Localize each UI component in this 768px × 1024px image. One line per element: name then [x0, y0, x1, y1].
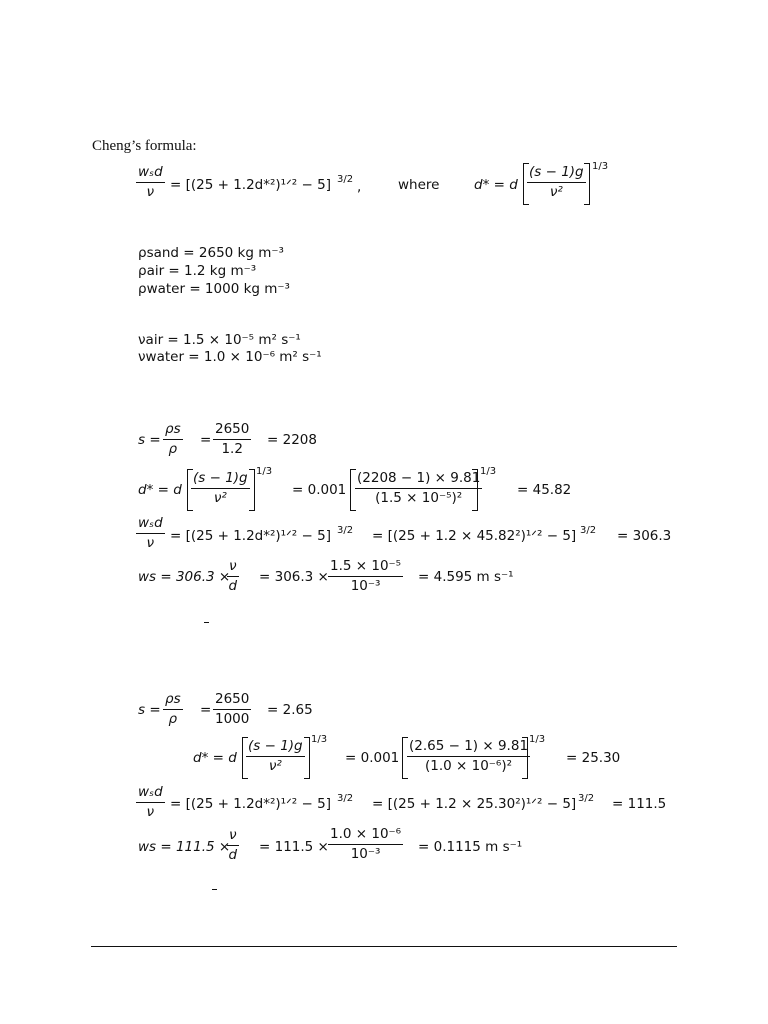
water-dstar-eq-d: d* = d [193, 750, 237, 766]
water-s-eq: s = [138, 702, 161, 718]
ws-d: wₛd [136, 517, 165, 534]
d: d [228, 846, 238, 863]
nu-water: νwater = 1.0 × 10⁻⁶ m² s⁻¹ [138, 349, 322, 365]
air-ws-d-over-nu [136, 517, 165, 550]
rho-air: ρair = 1.2 kg m⁻³ [138, 263, 257, 279]
water-equals: = [200, 702, 212, 718]
air-equals: = [200, 432, 212, 448]
rho-water: ρwater = 1000 kg m⁻³ [138, 281, 290, 297]
air-ws-denominator: 10⁻³ [350, 577, 381, 594]
water-value-ratio [213, 693, 251, 726]
water-ws-lead: ws = 111.5 × [138, 839, 231, 855]
water-rho-ratio [163, 693, 183, 726]
air-s-eq: s = [138, 432, 161, 448]
air-rho-ratio [163, 423, 183, 456]
water-ws-value-fraction [328, 828, 403, 861]
footer-rule [91, 946, 677, 947]
right-bracket [522, 737, 528, 779]
short-dash [204, 622, 209, 623]
nu: ν [146, 183, 155, 200]
exponent-three-halves: 3/2 [580, 525, 597, 536]
rho-s: ρs [163, 423, 183, 440]
exponent-three-halves: 3/2 [337, 525, 354, 536]
water-ws-numerator: 1.0 × 10⁻⁶ [328, 828, 403, 845]
air-dstar-coefficient: = 0.001 [292, 482, 347, 498]
nu-squared: ν² [213, 489, 227, 506]
air-s-result: = 2208 [267, 432, 317, 448]
rho: ρ [168, 710, 178, 727]
nu: ν [227, 560, 239, 577]
ws-d-over-nu-fraction [136, 166, 165, 199]
rho: ρ [168, 440, 178, 457]
exponent-one-third: 1/3 [529, 734, 546, 745]
water-ws-ratio-result: = 111.5 [612, 796, 667, 812]
exponent-one-third: 1/3 [592, 161, 609, 172]
nu: ν [146, 803, 155, 820]
dstar-definition-fraction [527, 166, 586, 199]
air-dstar-denominator: (1.5 × 10⁻⁵)² [375, 489, 463, 506]
right-bracket [472, 469, 478, 511]
water-ws-mid: = 111.5 × [259, 839, 329, 855]
heading: Cheng’s formula: [92, 138, 197, 154]
d: d [228, 577, 238, 594]
cheng-bracket-expression: = [(25 + 1.2d*²)¹ᐟ² − 5] [170, 177, 331, 193]
right-bracket [304, 737, 310, 779]
nu: ν [227, 829, 239, 846]
exponent-one-third: 1/3 [311, 734, 328, 745]
air-dstar-result: = 45.82 [517, 482, 572, 498]
exponent-three-halves: 3/2 [337, 793, 354, 804]
s-minus-1-g: (s − 1)g [191, 472, 250, 489]
air-cheng-bracket: = [(25 + 1.2d*²)¹ᐟ² − 5] [170, 528, 331, 544]
nu: ν [146, 534, 155, 551]
air-value-ratio [213, 423, 251, 456]
water-ws-d-over-nu [136, 786, 165, 819]
water-dstar-fraction [246, 740, 305, 773]
water-ws-result: = 0.1115 m s⁻¹ [418, 839, 523, 855]
water-dstar-numerator: (2.65 − 1) × 9.81 [407, 740, 530, 757]
water-rho-value: 1000 [215, 710, 250, 727]
air-ws-lead: ws = 306.3 × [138, 569, 231, 585]
air-dstar-fraction [191, 472, 250, 505]
air-dstar-numerator: (2208 − 1) × 9.81 [355, 472, 482, 489]
nu-air: νair = 1.5 × 10⁻⁵ m² s⁻¹ [138, 332, 301, 348]
water-nu-over-d [227, 829, 239, 862]
rho-s: ρs [163, 693, 183, 710]
air-ws-ratio-result: = 306.3 [617, 528, 672, 544]
water-ws-denominator: 10⁻³ [350, 845, 381, 862]
exponent-three-halves: 3/2 [578, 793, 595, 804]
air-ws-substituted: = [(25 + 1.2 × 45.82²)¹ᐟ² − 5] [372, 528, 577, 544]
exponent-one-third: 1/3 [480, 466, 497, 477]
air-ws-value-fraction [328, 560, 403, 593]
air-ws-mid: = 306.3 × [259, 569, 329, 585]
air-2650: 2650 [213, 423, 251, 440]
ws-d: wₛd [136, 166, 165, 183]
air-nu-over-d [227, 560, 239, 593]
water-dstar-denominator: (1.0 × 10⁻⁶)² [425, 757, 513, 774]
s-minus-1-g: (s − 1)g [527, 166, 586, 183]
air-ws-numerator: 1.5 × 10⁻⁵ [328, 560, 403, 577]
water-dstar-value-fraction [407, 740, 530, 773]
nu-squared: ν² [268, 757, 282, 774]
water-dstar-result: = 25.30 [566, 750, 621, 766]
water-s-result: = 2.65 [267, 702, 313, 718]
water-cheng-bracket: = [(25 + 1.2d*²)¹ᐟ² − 5] [170, 796, 331, 812]
exponent-three-halves: 3/2 [337, 174, 354, 185]
nu-squared: ν² [549, 183, 563, 200]
water-2650: 2650 [213, 693, 251, 710]
where-label: where [398, 177, 440, 193]
right-bracket [584, 163, 590, 205]
s-minus-1-g: (s − 1)g [246, 740, 305, 757]
air-dstar-value-fraction [355, 472, 482, 505]
air-dstar-eq-d: d* = d [138, 482, 182, 498]
comma: , [357, 179, 362, 195]
water-ws-substituted: = [(25 + 1.2 × 25.30²)¹ᐟ² − 5] [372, 796, 577, 812]
exponent-one-third: 1/3 [256, 466, 273, 477]
air-ws-result: = 4.595 m s⁻¹ [418, 569, 514, 585]
short-dash [212, 889, 217, 890]
water-dstar-coefficient: = 0.001 [345, 750, 400, 766]
right-bracket [249, 469, 255, 511]
dstar-definition: d* = d [474, 177, 518, 193]
rho-sand: ρsand = 2650 kg m⁻³ [138, 245, 284, 261]
air-rho-value: 1.2 [221, 440, 243, 457]
ws-d: wₛd [136, 786, 165, 803]
